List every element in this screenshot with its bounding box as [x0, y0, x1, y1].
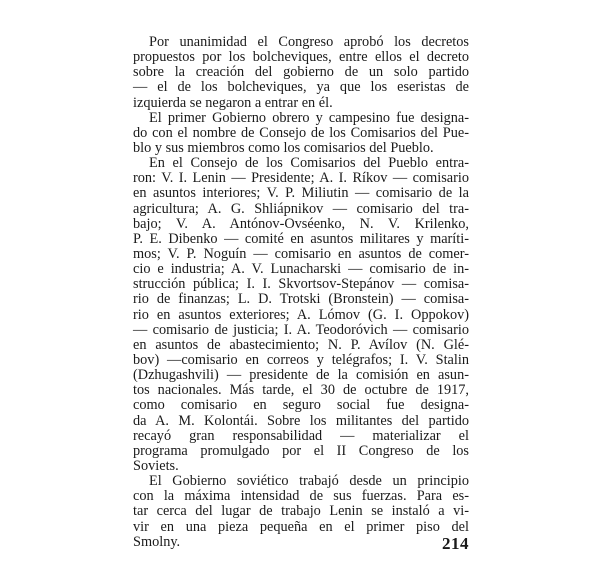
text-line: El Gobierno soviético trabajó desde un principio — [149, 473, 469, 490]
paragraph — [133, 156, 469, 474]
text-line: da A. M. Kolontái. Sobre los militantes del partido — [133, 412, 469, 429]
text-line: mos; V. P. Noguín — comisario en asuntos de comer- — [133, 245, 469, 262]
text-line: propuestos por los bolcheviques, entre ellos el decreto — [133, 49, 469, 66]
text-line: bajo; V. A. Antónov-Ovséenko, N. V. Krilenko, — [133, 215, 469, 232]
text-line: ron: V. I. Lenin — Presidente; A. I. Ríkov — comisario — [133, 170, 469, 187]
text-line: con la máxima intensidad de sus fuerzas. Para es- — [133, 488, 469, 505]
text-line: cio e industria; A. V. Lunacharski — comisario de in- — [133, 261, 469, 278]
paragraph — [133, 111, 469, 156]
paragraph — [133, 474, 469, 550]
text-line: programa promulgado por el II Congreso de los — [133, 442, 469, 459]
text-line: do con el nombre de Consejo de los Comisarios del Pue- — [133, 124, 469, 141]
text-line: tar cerca del lugar de trabajo Lenin se instaló a vi- — [133, 503, 469, 520]
text-line: izquierda se negaron a entrar en él. — [133, 94, 333, 111]
text-line: rio de finanzas; L. D. Trotski (Bronstein) — comisa- — [133, 291, 469, 308]
text-line: bov) —comisario en correos y telégrafos; I. V. Stalin — [133, 351, 469, 368]
text-line: en asuntos interiores; V. P. Miliutin — comisario de la — [133, 185, 469, 202]
text-line: — comisario de justicia; I. A. Teodoróvich — comisario — [133, 321, 469, 338]
page-number: 214 — [442, 534, 469, 553]
text-line: Smolny. — [133, 533, 181, 550]
text-line: Por unanimidad el Congreso aprobó los decretos — [149, 34, 469, 50]
text-line: como comisario en seguro social fue designa- — [133, 397, 469, 414]
text-line: tos nacionales. Más tarde, el 30 de octubre de 1917, — [133, 382, 469, 399]
text-line: agricultura; A. G. Shliápnikov — comisario del tra- — [133, 200, 469, 217]
text-line: P. E. Dibenko — comité en asuntos militares y maríti- — [133, 230, 469, 247]
text-line: rio en asuntos exteriores; A. Lómov (G. I. Oppokov) — [133, 306, 469, 323]
text-line: (Dzhugashvili) — presidente de la comisión en asun- — [133, 367, 469, 384]
text-line: vir en una pieza pequeña en el primer piso del — [133, 518, 469, 535]
body-text — [133, 35, 469, 550]
text-line: El primer Gobierno obrero y campesino fue designa- — [149, 109, 469, 126]
text-line: strucción pública; I. I. Skvortsov-Stepánov — comisa- — [133, 276, 469, 293]
text-line: — el de los bolcheviques, ya que los eseristas de — [133, 79, 469, 96]
paragraph — [133, 35, 469, 111]
text-line: blo y sus miembros como los comisarios del Pueblo. — [133, 139, 434, 156]
text-line: en asuntos de abastecimiento; N. P. Avílov (N. Glé- — [133, 336, 469, 353]
text-line: recayó gran responsabilidad — materializar el — [133, 427, 469, 444]
text-line: Soviets. — [133, 457, 179, 474]
text-line: En el Consejo de los Comisarios del Pueblo entra- — [149, 155, 469, 172]
text-line: sobre la creación del gobierno de un solo partido — [133, 64, 469, 81]
